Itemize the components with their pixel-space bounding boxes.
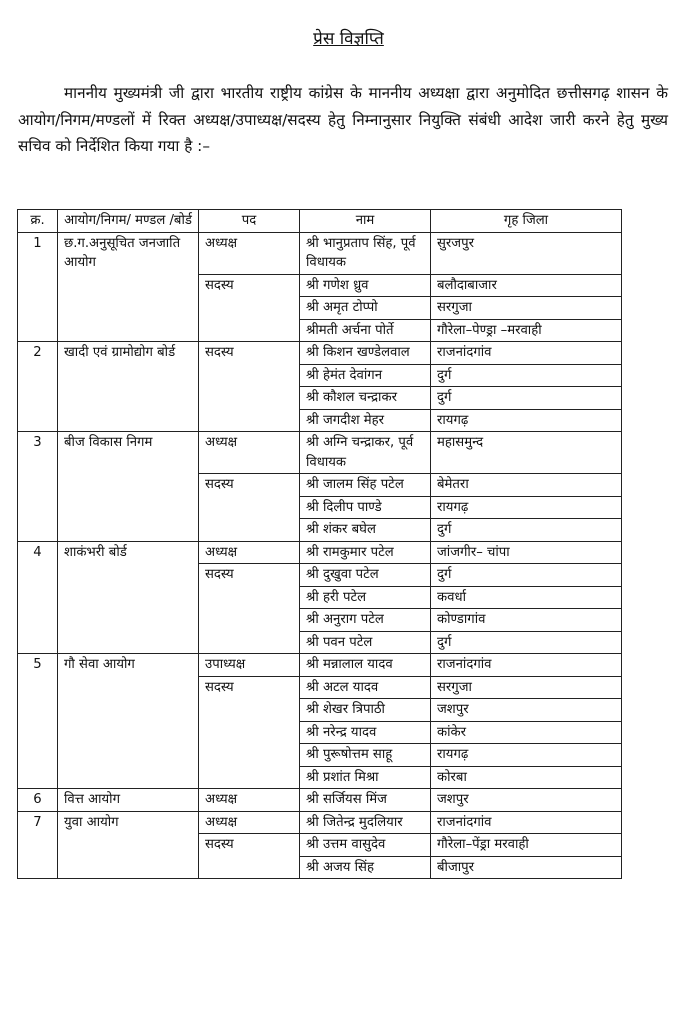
- member-name: श्री अजय सिंह: [300, 856, 431, 879]
- body-name: बीज विकास निगम: [58, 432, 199, 542]
- home-district: राजनांदगांव: [431, 342, 622, 365]
- table-row: [18, 232, 622, 274]
- post-title: सदस्य: [199, 342, 300, 432]
- press-release-paragraph: माननीय मुख्यमंत्री जी द्वारा भारतीय राष्ट्रीय कांग्रेस के माननीय अध्यक्षा द्वारा अनुमोदित छत्तीसगढ़ शासन के आयोग/निगम/मण्डलों में रिक्त अध्यक्ष/उपाध्यक्ष/सदस्य हेतु निम्नानुसार नियुक्ति संबंधी आदेश जारी करने हेतु मुख्य सचिव को निर्देशित किया गया है :–: [18, 84, 668, 155]
- body-name: छ.ग.अनुसूचित जनजाति आयोग: [58, 232, 199, 342]
- table-row: [18, 789, 622, 812]
- serial-number: 2: [18, 342, 58, 432]
- body-name: युवा आयोग: [58, 811, 199, 879]
- member-name: श्री दुखुवा पटेल: [300, 564, 431, 587]
- header-district: गृह जिला: [431, 210, 622, 233]
- home-district: सरगुजा: [431, 676, 622, 699]
- home-district: बीजापुर: [431, 856, 622, 879]
- table-body: [18, 232, 622, 879]
- home-district: रायगढ़: [431, 409, 622, 432]
- member-name: श्री जगदीश मेहर: [300, 409, 431, 432]
- member-name: श्री उत्तम वासुदेव: [300, 834, 431, 857]
- post-title: सदस्य: [199, 834, 300, 879]
- post-title: अध्यक्ष: [199, 811, 300, 834]
- member-name: श्री मन्नालाल यादव: [300, 654, 431, 677]
- member-name: श्री जितेन्द्र मुदलियार: [300, 811, 431, 834]
- table-row: [18, 654, 622, 677]
- home-district: दुर्ग: [431, 364, 622, 387]
- member-name: श्री किशन खण्डेलवाल: [300, 342, 431, 365]
- body-name: खादी एवं ग्रामोद्योग बोर्ड: [58, 342, 199, 432]
- member-name: श्री हरी पटेल: [300, 586, 431, 609]
- member-name: श्री भानुप्रताप सिंह, पूर्व विधायक: [300, 232, 431, 274]
- home-district: राजनांदगांव: [431, 654, 622, 677]
- member-name: श्री हेमंत देवांगन: [300, 364, 431, 387]
- appointments-table: [17, 209, 622, 879]
- member-name: श्री पवन पटेल: [300, 631, 431, 654]
- member-name: श्री नरेन्द्र यादव: [300, 721, 431, 744]
- member-name: श्री सर्जियस मिंज: [300, 789, 431, 812]
- header-body: आयोग/निगम/ मण्डल /बोर्ड: [58, 210, 199, 233]
- serial-number: 1: [18, 232, 58, 342]
- body-name: वित्त आयोग: [58, 789, 199, 812]
- table-row: [18, 541, 622, 564]
- body-name: शाकंभरी बोर्ड: [58, 541, 199, 654]
- serial-number: 7: [18, 811, 58, 879]
- member-name: श्री प्रशांत मिश्रा: [300, 766, 431, 789]
- home-district: राजनांदगांव: [431, 811, 622, 834]
- home-district: दुर्ग: [431, 631, 622, 654]
- member-name: श्रीमती अर्चना पोर्ते: [300, 319, 431, 342]
- post-title: अध्यक्ष: [199, 232, 300, 274]
- member-name: श्री शेखर त्रिपाठी: [300, 699, 431, 722]
- home-district: कोरबा: [431, 766, 622, 789]
- post-title: सदस्य: [199, 676, 300, 789]
- post-title: सदस्य: [199, 274, 300, 342]
- header-post: पद: [199, 210, 300, 233]
- table-row: [18, 432, 622, 474]
- home-district: दुर्ग: [431, 519, 622, 542]
- home-district: गौरेला–पेण्ड्रा –मरवाही: [431, 319, 622, 342]
- page-title: प्रेस विज्ञप्ति: [313, 29, 384, 49]
- header-serial: क्र.: [18, 210, 58, 233]
- member-name: श्री अमृत टोप्पो: [300, 297, 431, 320]
- header-name: नाम: [300, 210, 431, 233]
- serial-number: 6: [18, 789, 58, 812]
- home-district: रायगढ़: [431, 744, 622, 767]
- home-district: गौरेला–पेंड्रा मरवाही: [431, 834, 622, 857]
- body-name: गौ सेवा आयोग: [58, 654, 199, 789]
- serial-number: 4: [18, 541, 58, 654]
- home-district: महासमुन्द: [431, 432, 622, 474]
- home-district: रायगढ़: [431, 496, 622, 519]
- home-district: सरगुजा: [431, 297, 622, 320]
- home-district: जांजगीर– चांपा: [431, 541, 622, 564]
- member-name: श्री पुरूषोत्तम साहू: [300, 744, 431, 767]
- table-row: [18, 342, 622, 365]
- member-name: श्री रामकुमार पटेल: [300, 541, 431, 564]
- home-district: कांकेर: [431, 721, 622, 744]
- post-title: सदस्य: [199, 564, 300, 654]
- member-name: श्री गणेश ध्रुव: [300, 274, 431, 297]
- post-title: अध्यक्ष: [199, 432, 300, 474]
- member-name: श्री अनुराग पटेल: [300, 609, 431, 632]
- serial-number: 3: [18, 432, 58, 542]
- member-name: श्री अटल यादव: [300, 676, 431, 699]
- member-name: श्री जालम सिंह पटेल: [300, 474, 431, 497]
- table-header-row: [18, 210, 622, 233]
- member-name: श्री अग्नि चन्द्राकर, पूर्व विधायक: [300, 432, 431, 474]
- home-district: दुर्ग: [431, 564, 622, 587]
- home-district: कोण्डागांव: [431, 609, 622, 632]
- home-district: जशपुर: [431, 789, 622, 812]
- table-row: [18, 811, 622, 834]
- post-title: अध्यक्ष: [199, 789, 300, 812]
- member-name: श्री दिलीप पाण्डे: [300, 496, 431, 519]
- serial-number: 5: [18, 654, 58, 789]
- home-district: बलौदाबाजार: [431, 274, 622, 297]
- member-name: श्री शंकर बघेल: [300, 519, 431, 542]
- home-district: कवर्धा: [431, 586, 622, 609]
- home-district: दुर्ग: [431, 387, 622, 410]
- member-name: श्री कौशल चन्द्राकर: [300, 387, 431, 410]
- post-title: उपाध्यक्ष: [199, 654, 300, 677]
- home-district: सुरजपुर: [431, 232, 622, 274]
- home-district: जशपुर: [431, 699, 622, 722]
- home-district: बेमेतरा: [431, 474, 622, 497]
- post-title: सदस्य: [199, 474, 300, 542]
- post-title: अध्यक्ष: [199, 541, 300, 564]
